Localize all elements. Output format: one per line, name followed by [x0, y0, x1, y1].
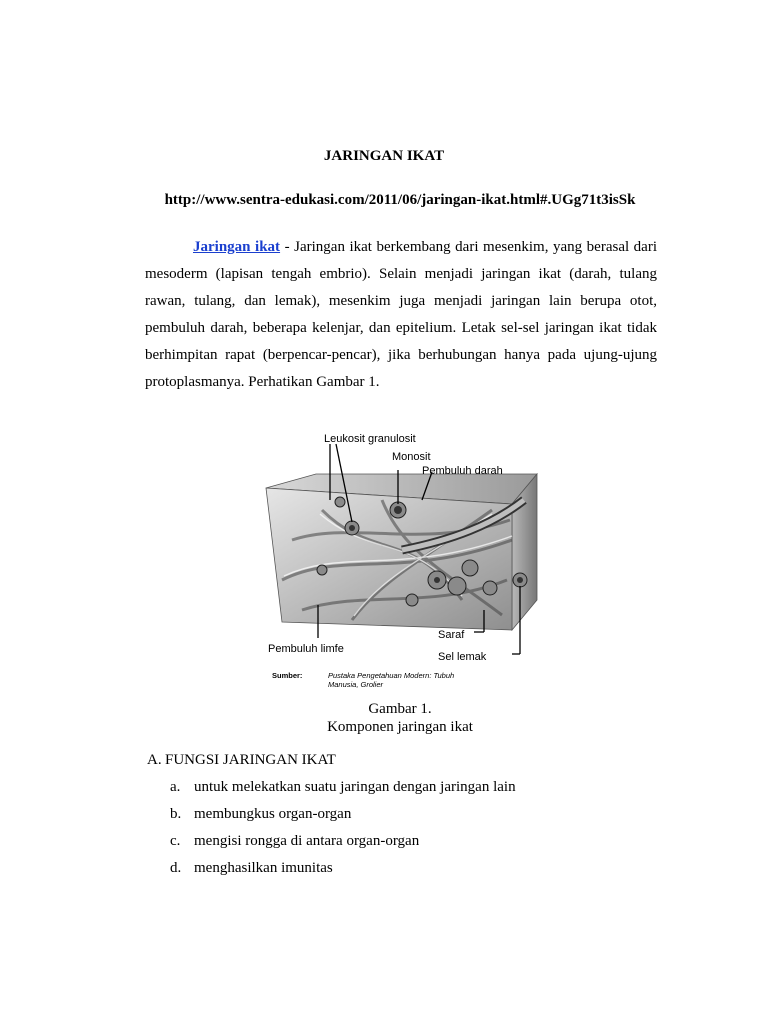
label-monosit: Monosit [392, 451, 431, 463]
list-item-text: untuk melekatkan suatu jaringan dengan jaringan lain [194, 779, 516, 795]
list-item [170, 777, 516, 804]
figure-source-line2: Manusia, Grolier [328, 680, 384, 689]
section-heading-text: FUNGSI JARINGAN IKAT [165, 752, 336, 768]
section-heading [147, 752, 336, 769]
list-marker: a. [170, 779, 181, 795]
list-item [170, 831, 516, 858]
connective-tissue-illustration [262, 430, 552, 692]
list-item-text: menghasilkan imunitas [194, 860, 333, 876]
source-url: http://www.sentra-edukasi.com/2011/06/jaringan-ikat.html#.UGg71t3isSk [164, 192, 636, 208]
list-item-text: mengisi rongga di antara organ-organ [194, 833, 420, 849]
intro-text: - Jaringan ikat berkembang dari mesenkim, yang berasal dari mesoderm (lapisan tengah embrio). Selain menjadi jaringan ikat (darah, tulang rawan, tulang, dan lemak), mesenkim juga menjadi jaringan lain berupa otot, pembuluh darah, beberapa kelenjar, dan epitelium. Letak sel-sel jaringan ikat tidak berhimpitan rapat (berpencar-pencar), jika berhubungan hanya pada ujung-ujung protoplasmanya. Perhatikan Gambar 1. [145, 239, 658, 390]
list-item [170, 858, 516, 885]
list-item-text: membungkus organ-organ [194, 806, 352, 822]
list-marker: c. [170, 833, 181, 849]
label-pembuluh-limfe: Pembuluh limfe [268, 643, 344, 655]
label-sel-lemak: Sel lemak [438, 651, 487, 663]
caption-text: Komponen jaringan ikat [327, 719, 473, 735]
caption-number: Gambar 1. [368, 701, 432, 717]
figure-source-line1: Pustaka Pengetahuan Modern: Tubuh [328, 671, 455, 680]
label-pembuluh-darah: Pembuluh darah [422, 465, 503, 477]
label-saraf: Saraf [438, 629, 465, 641]
figure-source-label: Sumber: [272, 671, 303, 680]
function-list [170, 777, 516, 885]
jaringan-ikat-link[interactable]: Jaringan ikat [193, 239, 281, 255]
intro-paragraph [145, 234, 657, 396]
document-title: JARINGAN IKAT [323, 148, 445, 164]
list-marker: d. [170, 860, 182, 876]
figure-caption [0, 700, 768, 736]
list-item [170, 804, 516, 831]
section-letter: A. [147, 752, 162, 768]
list-marker: b. [170, 806, 182, 822]
tissue-figure [262, 430, 552, 692]
label-leukosit: Leukosit granulosit [324, 433, 416, 445]
